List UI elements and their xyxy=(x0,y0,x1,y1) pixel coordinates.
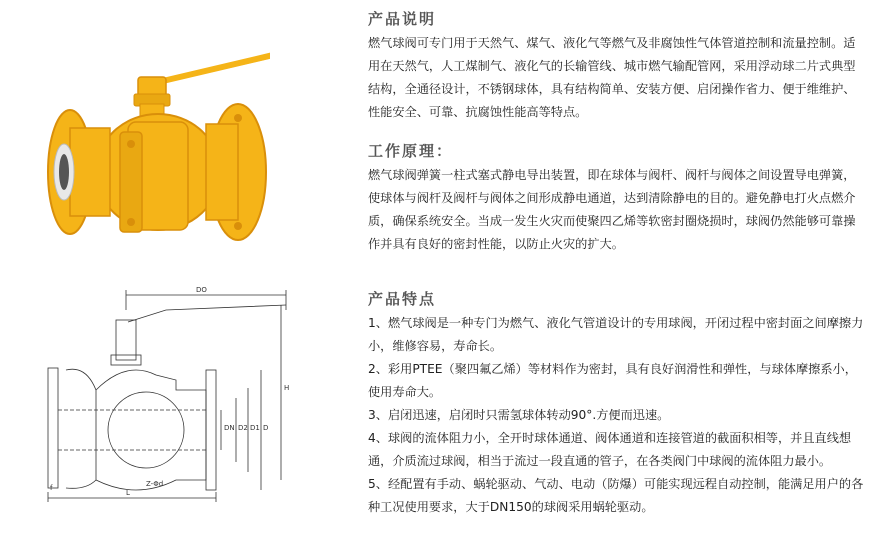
label-f: f xyxy=(50,484,53,492)
label-l: L xyxy=(126,489,130,497)
label-d2: D2 xyxy=(238,424,248,432)
section-title-description: 产品说明 xyxy=(368,10,437,28)
feature-item: 4、球阀的流体阻力小，全开时球体通道、阀体通道和连接管道的截面积相等，并且直线想通，介质流过球阀，相当于流过一段直通的管子，在各类阀门中球阀的流体阻力最小。 xyxy=(368,431,852,468)
principle-body: 燃气球阀弹簧一柱式塞式静电导出装置，即在球体与阀杆、阀杆与阀体之间设置导电弹簧，使球体与阀杆及阀杆与阀体之间形成静电通道，达到清除静电的目的。避免静电打火点燃介质，确保系统安全。当成一发生火灾而使聚四乙烯等软密封圈烧损时，球阀仍然能够可靠操作并具有良好的密封性能，以防止火灾的扩大。 xyxy=(368,168,856,251)
section-principle xyxy=(368,140,864,256)
valve-photo xyxy=(40,32,270,257)
feature-item: 1、燃气球阀是一种专门为燃气、液化气管道设计的专用球阀，开闭过程中密封面之间摩擦力小，维修容易，寿命长。 xyxy=(368,316,864,353)
section-title-principle: 工作原理： xyxy=(368,142,454,160)
description-body: 燃气球阀可专门用于天然气、煤气、液化气等燃气及非腐蚀性气体管道控制和流量控制。适用在天然气，人工煤制气、液化气的长输管线、城市燃气输配管网，采用浮动球二片式典型结构，全通径设计，不锈钢球体，具有结构简单、安装方便、启闭操作省力、便于维维护、性能安全、可靠、抗腐蚀性能高等特点。 xyxy=(368,36,856,119)
section-description xyxy=(368,8,864,124)
label-z-phi-d: Z-Φd xyxy=(146,480,164,488)
label-h: H xyxy=(284,384,290,392)
label-d: D xyxy=(263,424,269,432)
valve-drawing xyxy=(36,280,326,505)
feature-item: 3、启闭迅速，启闭时只需氢球体转动90°.方便而迅速。 xyxy=(368,408,670,422)
feature-item: 2、彩用PTEE（聚四氟乙烯）等材料作为密封，具有良好润滑性和弹性，与球体摩擦系小，使用寿命大。 xyxy=(368,362,857,399)
feature-item: 5、经配置有手动、蜗轮驱动、气动、电动（防爆）可能实现远程自动控制，能满足用户的各种工况使用要求，大于DN150的球阀采用蜗轮驱动。 xyxy=(368,477,864,514)
label-do: DO xyxy=(196,286,207,294)
section-features xyxy=(368,288,864,519)
section-title-features: 产品特点 xyxy=(368,290,437,308)
label-d1: D1 xyxy=(250,424,260,432)
label-dn: DN xyxy=(224,424,235,432)
